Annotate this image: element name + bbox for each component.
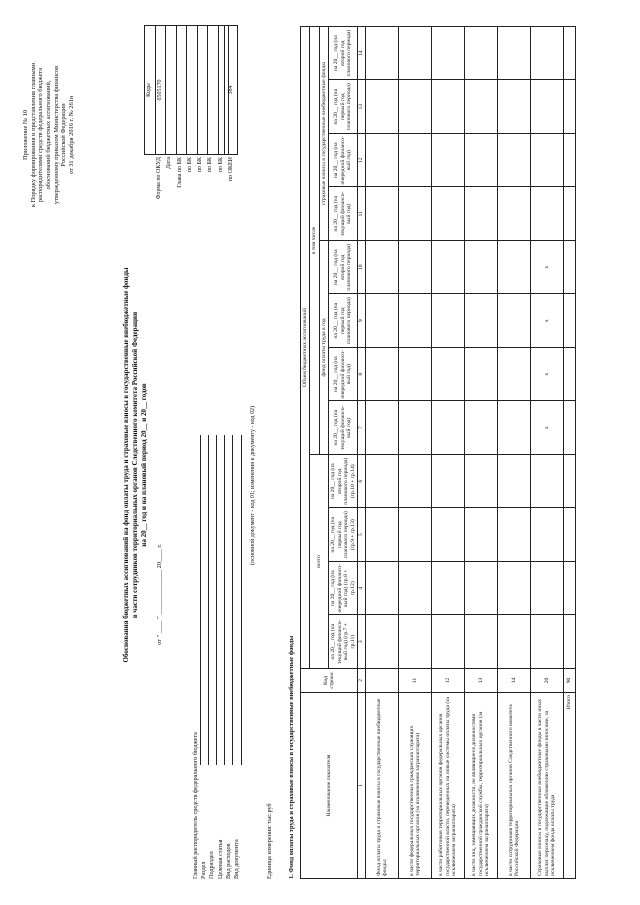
row-code xyxy=(365,669,398,693)
title-line: в части сотрудников территориальных органов Следственного комитета Российской Федерации xyxy=(130,311,139,619)
fill-line xyxy=(231,435,233,765)
header-insurance: страховые взносы в государственные внебюджетные фонды xyxy=(319,26,328,240)
value-cell xyxy=(497,80,530,134)
value-cell: x xyxy=(530,401,563,455)
value-cell xyxy=(563,508,575,562)
value-cell xyxy=(563,401,575,455)
value-cell xyxy=(497,348,530,402)
value-cell xyxy=(530,562,563,616)
indicator-name: Страховые взносы в государственные внебюджетные фонды в части иных выплат персоналу, подлежащие обложению страховыми взносами, за исключением фонда оплаты труда xyxy=(530,693,563,879)
value-cell xyxy=(563,615,575,669)
value-cell xyxy=(563,80,575,134)
value-cell xyxy=(530,615,563,669)
indicator-name: Фонд оплаты труда и страховые взносы в государственные внебюджетные фонды: xyxy=(365,693,398,879)
column-number: 1 xyxy=(357,693,365,879)
header-year-col: на 20__ год (на текущий финансо-вый год) (гр.7 + гр.11) xyxy=(329,615,358,669)
value-cell xyxy=(464,508,497,562)
code-cell xyxy=(198,26,209,154)
column-number: 6 xyxy=(357,455,365,509)
appendix-line: Приложение № 10 xyxy=(22,110,29,160)
value-cell xyxy=(431,401,464,455)
header-year-col: на 20__ год (на второй год планового периода) xyxy=(329,26,358,80)
code-cell xyxy=(166,26,177,154)
value-cell xyxy=(398,401,431,455)
code-label: Дата xyxy=(166,157,173,169)
header-year-col: на 20__ год (на второй год планового периода) (гр.10 + гр.14) xyxy=(329,455,358,509)
column-number: 5 xyxy=(357,508,365,562)
table-row xyxy=(365,26,398,878)
value-cell xyxy=(365,348,398,402)
value-cell xyxy=(464,562,497,616)
column-number: 10 xyxy=(357,241,365,295)
okei-label: по ОКЕИ xyxy=(228,157,234,182)
value-cell xyxy=(398,80,431,134)
value-cell xyxy=(563,455,575,509)
value-cell xyxy=(464,187,497,241)
date-line: от " ____ " ______________ 20____ г. xyxy=(156,544,163,645)
code-label: Глава по БК xyxy=(176,157,183,188)
value-cell xyxy=(398,294,431,348)
requisite-label: Вид документа xyxy=(232,839,240,879)
value-cell xyxy=(431,562,464,616)
code-label: по БК xyxy=(197,157,204,173)
value-cell xyxy=(398,348,431,402)
value-cell xyxy=(431,348,464,402)
document-type-note: (основной документ - код 01; изменения к документу - код 02) xyxy=(250,406,256,565)
table-row xyxy=(563,26,575,878)
section-title: 1. Фонд оплаты труда и страховые взносы в государственные внебюджетные фонды xyxy=(288,635,295,879)
header-year-col: на 20__ год (на очередной финансо-вый год) (гр.8 + гр.12) xyxy=(329,562,358,616)
value-cell xyxy=(497,615,530,669)
code-cell xyxy=(177,26,188,154)
appendix-line: Российской Федерации xyxy=(60,103,68,167)
header-year-col: на 20__ год (на первый год планового периода) (гр.9 + гр.13) xyxy=(329,508,358,562)
column-number: 3 xyxy=(357,615,365,669)
header-year-col: на 20__ год (на первый год планового периода) xyxy=(329,294,358,348)
value-cell xyxy=(398,615,431,669)
title-line: на 20__ год и на плановый период 20__ и 20__ годов xyxy=(139,383,148,547)
code-cell: 0505170 xyxy=(156,26,167,154)
appendix-line: обоснований бюджетных ассигнований, xyxy=(45,80,53,190)
header-year-col: на 20__ год (на очередной финансо-вый год) xyxy=(329,134,358,188)
value-cell xyxy=(398,26,431,80)
value-cell xyxy=(530,187,563,241)
okei-code: 384 xyxy=(224,25,238,155)
appendix-line: утвержденному приказом Министерства финансов xyxy=(52,65,60,205)
table-row xyxy=(464,26,497,878)
value-cell xyxy=(563,26,575,80)
appendix-line: к Порядку формирования и представления главными xyxy=(29,62,37,208)
value-cell: x xyxy=(530,241,563,295)
code-label: по БК xyxy=(186,157,193,173)
table-row xyxy=(530,26,563,878)
value-cell xyxy=(365,508,398,562)
column-number: 12 xyxy=(357,134,365,188)
fill-line xyxy=(207,435,209,765)
value-cell xyxy=(497,294,530,348)
table-row xyxy=(497,26,530,878)
column-number: 14 xyxy=(357,26,365,80)
value-cell xyxy=(365,294,398,348)
value-cell xyxy=(365,615,398,669)
requisite-label: Вид расходов xyxy=(224,843,232,879)
header-row-code: Код строки xyxy=(301,669,358,693)
value-cell xyxy=(398,455,431,509)
header-year-col: на 20__ год (на очередной финансо-вый год) xyxy=(329,348,358,402)
value-cell xyxy=(530,134,563,188)
requisite-label: Раздел xyxy=(200,861,208,879)
row-code: 20 xyxy=(530,669,563,693)
value-cell xyxy=(464,455,497,509)
header-budget-volume: Объем бюджетных ассигнований xyxy=(301,26,310,668)
value-cell xyxy=(431,80,464,134)
value-cell xyxy=(563,187,575,241)
appendix-line: от 31 декабря 2016 г. № 261н xyxy=(68,95,76,175)
value-cell xyxy=(431,134,464,188)
value-cell xyxy=(464,26,497,80)
value-cell xyxy=(497,187,530,241)
code-label: по БК xyxy=(207,157,214,173)
value-cell xyxy=(398,241,431,295)
value-cell xyxy=(497,134,530,188)
header-total: всего xyxy=(310,455,329,669)
header-including: в том числе xyxy=(310,26,319,454)
row-code: 11 xyxy=(398,669,431,693)
column-number: 9 xyxy=(357,294,365,348)
value-cell xyxy=(530,26,563,80)
fill-line xyxy=(223,435,225,765)
table-row xyxy=(398,26,431,878)
value-cell xyxy=(431,26,464,80)
value-cell xyxy=(365,80,398,134)
value-cell xyxy=(365,455,398,509)
value-cell xyxy=(464,401,497,455)
code-cell xyxy=(208,26,219,154)
value-cell xyxy=(365,401,398,455)
value-cell xyxy=(365,241,398,295)
budget-table xyxy=(300,26,576,879)
value-cell xyxy=(464,348,497,402)
value-cell xyxy=(365,134,398,188)
codes-box xyxy=(144,25,229,155)
column-number: 2 xyxy=(357,669,365,693)
form-title xyxy=(122,125,148,805)
code-labels xyxy=(154,157,226,255)
indicator-name: в части работников территориальных органов федеральных органов государственной власти, переведенных на новые системы оплаты труда (за исключением загранаппарата) xyxy=(431,693,464,879)
value-cell xyxy=(464,241,497,295)
value-cell xyxy=(563,562,575,616)
value-cell xyxy=(563,348,575,402)
value-cell: x xyxy=(530,348,563,402)
codes-header: Коды xyxy=(145,26,156,154)
requisite-label: Подраздел xyxy=(208,851,216,879)
indicator-name: в части лиц, замещающих должности, не являющиеся должностями государственной гражданской службы, территориальных органов (за исключением загранаппарата) xyxy=(464,693,497,879)
value-cell xyxy=(365,187,398,241)
header-year-col: на 20__ год (на текущий финансо-вый год) xyxy=(329,401,358,455)
value-cell xyxy=(431,455,464,509)
indicator-name: в части федеральных государственных гражданских служащих территориальных органов (за исключением загранаппарата) xyxy=(398,693,431,879)
value-cell: x xyxy=(530,294,563,348)
value-cell xyxy=(563,294,575,348)
code-label: по БК xyxy=(217,157,224,173)
fill-line xyxy=(199,435,201,765)
value-cell xyxy=(398,562,431,616)
fill-line xyxy=(240,435,242,765)
fill-line xyxy=(215,435,217,765)
header-year-col: на 20__ год (на текущий финансо-вый год) xyxy=(329,187,358,241)
value-cell xyxy=(464,134,497,188)
indicator-name: в части сотрудников территориальных органов Следственного комитета Российской Федерации xyxy=(497,693,530,879)
requisite-label: Главный распорядитель средств федерального бюджета xyxy=(192,732,199,879)
requisite-label: Целевая статья xyxy=(216,839,224,879)
row-code: 14 xyxy=(497,669,530,693)
column-number: 13 xyxy=(357,80,365,134)
value-cell xyxy=(497,241,530,295)
value-cell xyxy=(431,615,464,669)
row-code: 13 xyxy=(464,669,497,693)
value-cell xyxy=(563,134,575,188)
column-number: 4 xyxy=(357,562,365,616)
appendix-line: распорядителями средств федерального бюджета xyxy=(37,67,45,203)
code-label: Форма по ОКУД xyxy=(156,157,162,200)
value-cell xyxy=(497,562,530,616)
header-indicator-name: Наименование показателя xyxy=(301,693,358,879)
column-number: 11 xyxy=(357,187,365,241)
value-cell xyxy=(431,241,464,295)
row-code: 12 xyxy=(431,669,464,693)
value-cell xyxy=(530,455,563,509)
value-cell xyxy=(431,294,464,348)
value-cell xyxy=(563,241,575,295)
value-cell xyxy=(530,80,563,134)
row-code: 90 xyxy=(563,669,575,693)
column-number: 8 xyxy=(357,348,365,402)
value-cell xyxy=(398,187,431,241)
appendix-block xyxy=(22,15,76,255)
value-cell xyxy=(497,26,530,80)
title-line: Обоснования бюджетных ассигнований на фонд оплаты труда и страховые взносы в государственные внебюджетные фонды xyxy=(122,267,130,663)
table-row xyxy=(431,26,464,878)
header-year-col: на 20__ год (на второй год планового периода) xyxy=(329,241,358,295)
value-cell xyxy=(365,562,398,616)
header-year-col: на 20__ год (на первый год планового периода) xyxy=(329,80,358,134)
value-cell xyxy=(431,508,464,562)
code-cell xyxy=(187,26,198,154)
value-cell xyxy=(365,26,398,80)
value-cell xyxy=(431,187,464,241)
value-cell xyxy=(464,615,497,669)
value-cell xyxy=(530,508,563,562)
total-label: Итого xyxy=(563,693,575,879)
rotated-form-sheet xyxy=(14,10,626,895)
value-cell xyxy=(497,508,530,562)
value-cell xyxy=(464,80,497,134)
header-wage-fund: фонд оплаты труда в год xyxy=(319,241,328,455)
value-cell xyxy=(497,401,530,455)
value-cell xyxy=(464,294,497,348)
unit-of-measure: Единица измерения: тыс.руб xyxy=(266,803,273,879)
value-cell xyxy=(398,134,431,188)
value-cell xyxy=(497,455,530,509)
value-cell xyxy=(398,508,431,562)
column-number: 7 xyxy=(357,401,365,455)
